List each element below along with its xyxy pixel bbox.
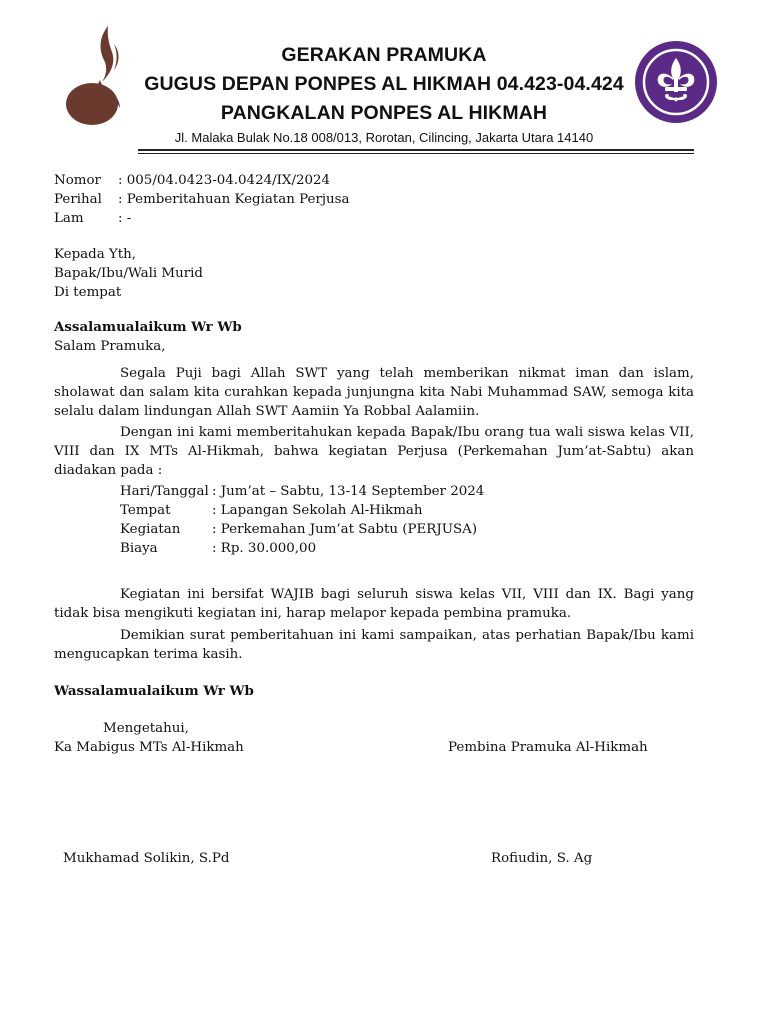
acknowledged-label: Mengetahui, bbox=[103, 721, 189, 736]
letterhead-rule bbox=[138, 149, 694, 151]
right-signatory-name: Rofiudin, S. Ag bbox=[491, 851, 593, 866]
meta-row bbox=[54, 190, 694, 209]
detail-row bbox=[120, 501, 680, 520]
greeting-block bbox=[54, 318, 694, 356]
recipient-line: Bapak/Ibu/Wali Murid bbox=[54, 266, 203, 281]
greeting: Assalamualaikum Wr Wb bbox=[54, 319, 242, 335]
meta-value: : 005/04.0423-04.0424/IX/2024 bbox=[118, 173, 331, 188]
paragraph-4: Demikian surat pemberitahuan ini kami sampaikan, atas perhatian Bapak/Ibu kami mengucapkan terima kasih. bbox=[54, 628, 694, 662]
detail-key: Biaya bbox=[120, 541, 158, 556]
paragraph-2: Dengan ini kami memberitahukan kepada Bapak/Ibu orang tua wali siswa kelas VII, VIII dan IX MTs Al-Hikmah, bahwa kegiatan Perjusa (Perkemahan Jum’at-Sabtu) akan diadakan pada : bbox=[54, 425, 694, 478]
detail-key: Hari/Tanggal bbox=[120, 484, 209, 499]
meta-value: : Pemberitahuan Kegiatan Perjusa bbox=[118, 192, 350, 207]
detail-value: : Rp. 30.000,00 bbox=[212, 541, 317, 556]
detail-row bbox=[120, 482, 680, 501]
meta-key: Lam bbox=[54, 211, 84, 226]
recipient-line: Kepada Yth, bbox=[54, 247, 137, 262]
event-details bbox=[120, 482, 680, 558]
detail-key: Kegiatan bbox=[120, 522, 181, 537]
letterhead-rule-thin bbox=[138, 153, 694, 154]
meta-key: Nomor bbox=[54, 173, 101, 188]
detail-key: Tempat bbox=[120, 503, 171, 518]
world-scout-emblem-icon bbox=[634, 40, 718, 124]
letterhead-line-1: GERAKAN PRAMUKA bbox=[281, 44, 487, 66]
detail-value: : Lapangan Sekolah Al-Hikmah bbox=[212, 503, 423, 518]
paragraph-1: Segala Puji bagi Allah SWT yang telah memberikan nikmat iman dan islam, sholawat dan salam kita curahkan kepada junjungna kita Nabi Muhammad SAW, semoga kita selalu dalam lindungan Allah SWT Aamiin Ya Robbal Aalamiin. bbox=[54, 366, 694, 419]
recipient-line: Di tempat bbox=[54, 285, 122, 300]
recipient-block bbox=[54, 245, 694, 302]
letterhead-line-2: GUGUS DEPAN PONPES AL HIKMAH 04.423-04.424 bbox=[144, 73, 624, 95]
meta-row bbox=[54, 171, 694, 190]
meta-value: : - bbox=[118, 211, 132, 226]
left-signatory-title: Ka Mabigus MTs Al-Hikmah bbox=[54, 740, 244, 755]
detail-row bbox=[120, 520, 680, 539]
letterhead-address: Jl. Malaka Bulak No.18 008/013, Rorotan, Cilincing, Jakarta Utara 14140 bbox=[174, 130, 594, 145]
left-signatory-name: Mukhamad Solikin, S.Pd bbox=[63, 851, 230, 866]
right-signatory-title: Pembina Pramuka Al-Hikmah bbox=[448, 740, 648, 755]
paragraph-3: Kegiatan ini bersifat WAJIB bagi seluruh siswa kelas VII, VIII dan IX. Bagi yang tidak bisa mengikuti kegiatan ini, harap melapor kepada pembina pramuka. bbox=[54, 587, 694, 621]
meta-key: Perihal bbox=[54, 192, 102, 207]
detail-value: : Jum’at – Sabtu, 13-14 September 2024 bbox=[212, 484, 485, 499]
salutation: Salam Pramuka, bbox=[54, 339, 166, 354]
detail-row bbox=[120, 539, 680, 558]
closing: Wassalamualaikum Wr Wb bbox=[54, 683, 254, 699]
letter-meta bbox=[54, 171, 694, 228]
letterhead-line-3: PANGKALAN PONPES AL HIKMAH bbox=[220, 102, 548, 124]
meta-row bbox=[54, 209, 694, 228]
detail-value: : Perkemahan Jum’at Sabtu (PERJUSA) bbox=[212, 522, 478, 537]
